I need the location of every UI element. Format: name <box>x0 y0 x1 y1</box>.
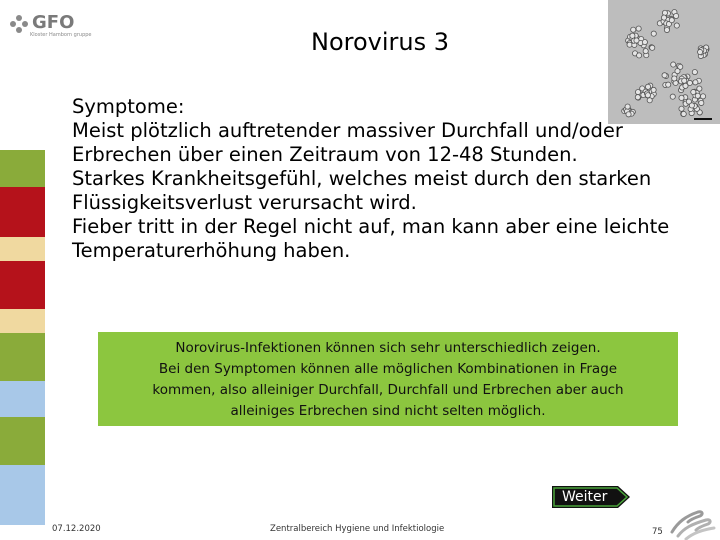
stripe-segment <box>0 237 45 261</box>
stripe-segment <box>0 417 45 465</box>
stripe-segment <box>0 187 45 237</box>
symptom-line: Meist plötzlich auftretender massiver Durchfall und/oder <box>72 119 623 142</box>
symptom-line: Fieber tritt in der Regel nicht auf, man kann aber eine leichte <box>72 215 670 238</box>
page-number: 75 <box>652 527 663 537</box>
decorative-stripes <box>0 150 45 540</box>
symptoms-heading: Symptome: <box>72 95 185 118</box>
symptom-line: Erbrechen über einen Zeitraum von 12-48 Stunden. <box>72 143 578 166</box>
stripe-segment <box>0 381 45 417</box>
hands-logo-icon <box>668 502 718 540</box>
info-line: kommen, also alleiniger Durchfall, Durchfall und Erbrechen aber auch <box>152 382 624 398</box>
info-line: Norovirus-Infektionen können sich sehr unterschiedlich zeigen. <box>175 340 601 356</box>
footer-department: Zentralbereich Hygiene und Infektiologie <box>270 524 445 534</box>
footer-date: 07.12.2020 <box>52 524 101 534</box>
symptom-line: Temperaturerhöhung haben. <box>72 239 351 262</box>
symptom-line: Flüssigkeitsverlust verursacht wird. <box>72 191 417 214</box>
logo-subtext: Kloster Hamborn gruppe <box>30 32 92 38</box>
stripe-segment <box>0 150 45 187</box>
weiter-label: Weiter <box>562 489 608 505</box>
stripe-segment <box>0 309 45 333</box>
stripe-segment <box>0 261 45 309</box>
info-line: alleiniges Erbrechen sind nicht selten möglich. <box>230 403 546 419</box>
slide-title: Norovirus 3 <box>310 28 449 56</box>
symptom-line: Starkes Krankheitsgefühl, welches meist durch den starken <box>72 167 652 190</box>
info-box <box>98 332 678 426</box>
logo-text: GFO <box>32 12 75 33</box>
symptoms-text <box>72 95 712 263</box>
gfo-logo-icon <box>8 13 30 35</box>
weiter-button[interactable] <box>552 486 630 508</box>
stripe-segment <box>0 465 45 525</box>
gfo-logo <box>8 10 98 42</box>
stripe-segment <box>0 333 45 381</box>
info-line: Bei den Symptomen können alle möglichen Kombinationen in Frage <box>158 361 618 377</box>
